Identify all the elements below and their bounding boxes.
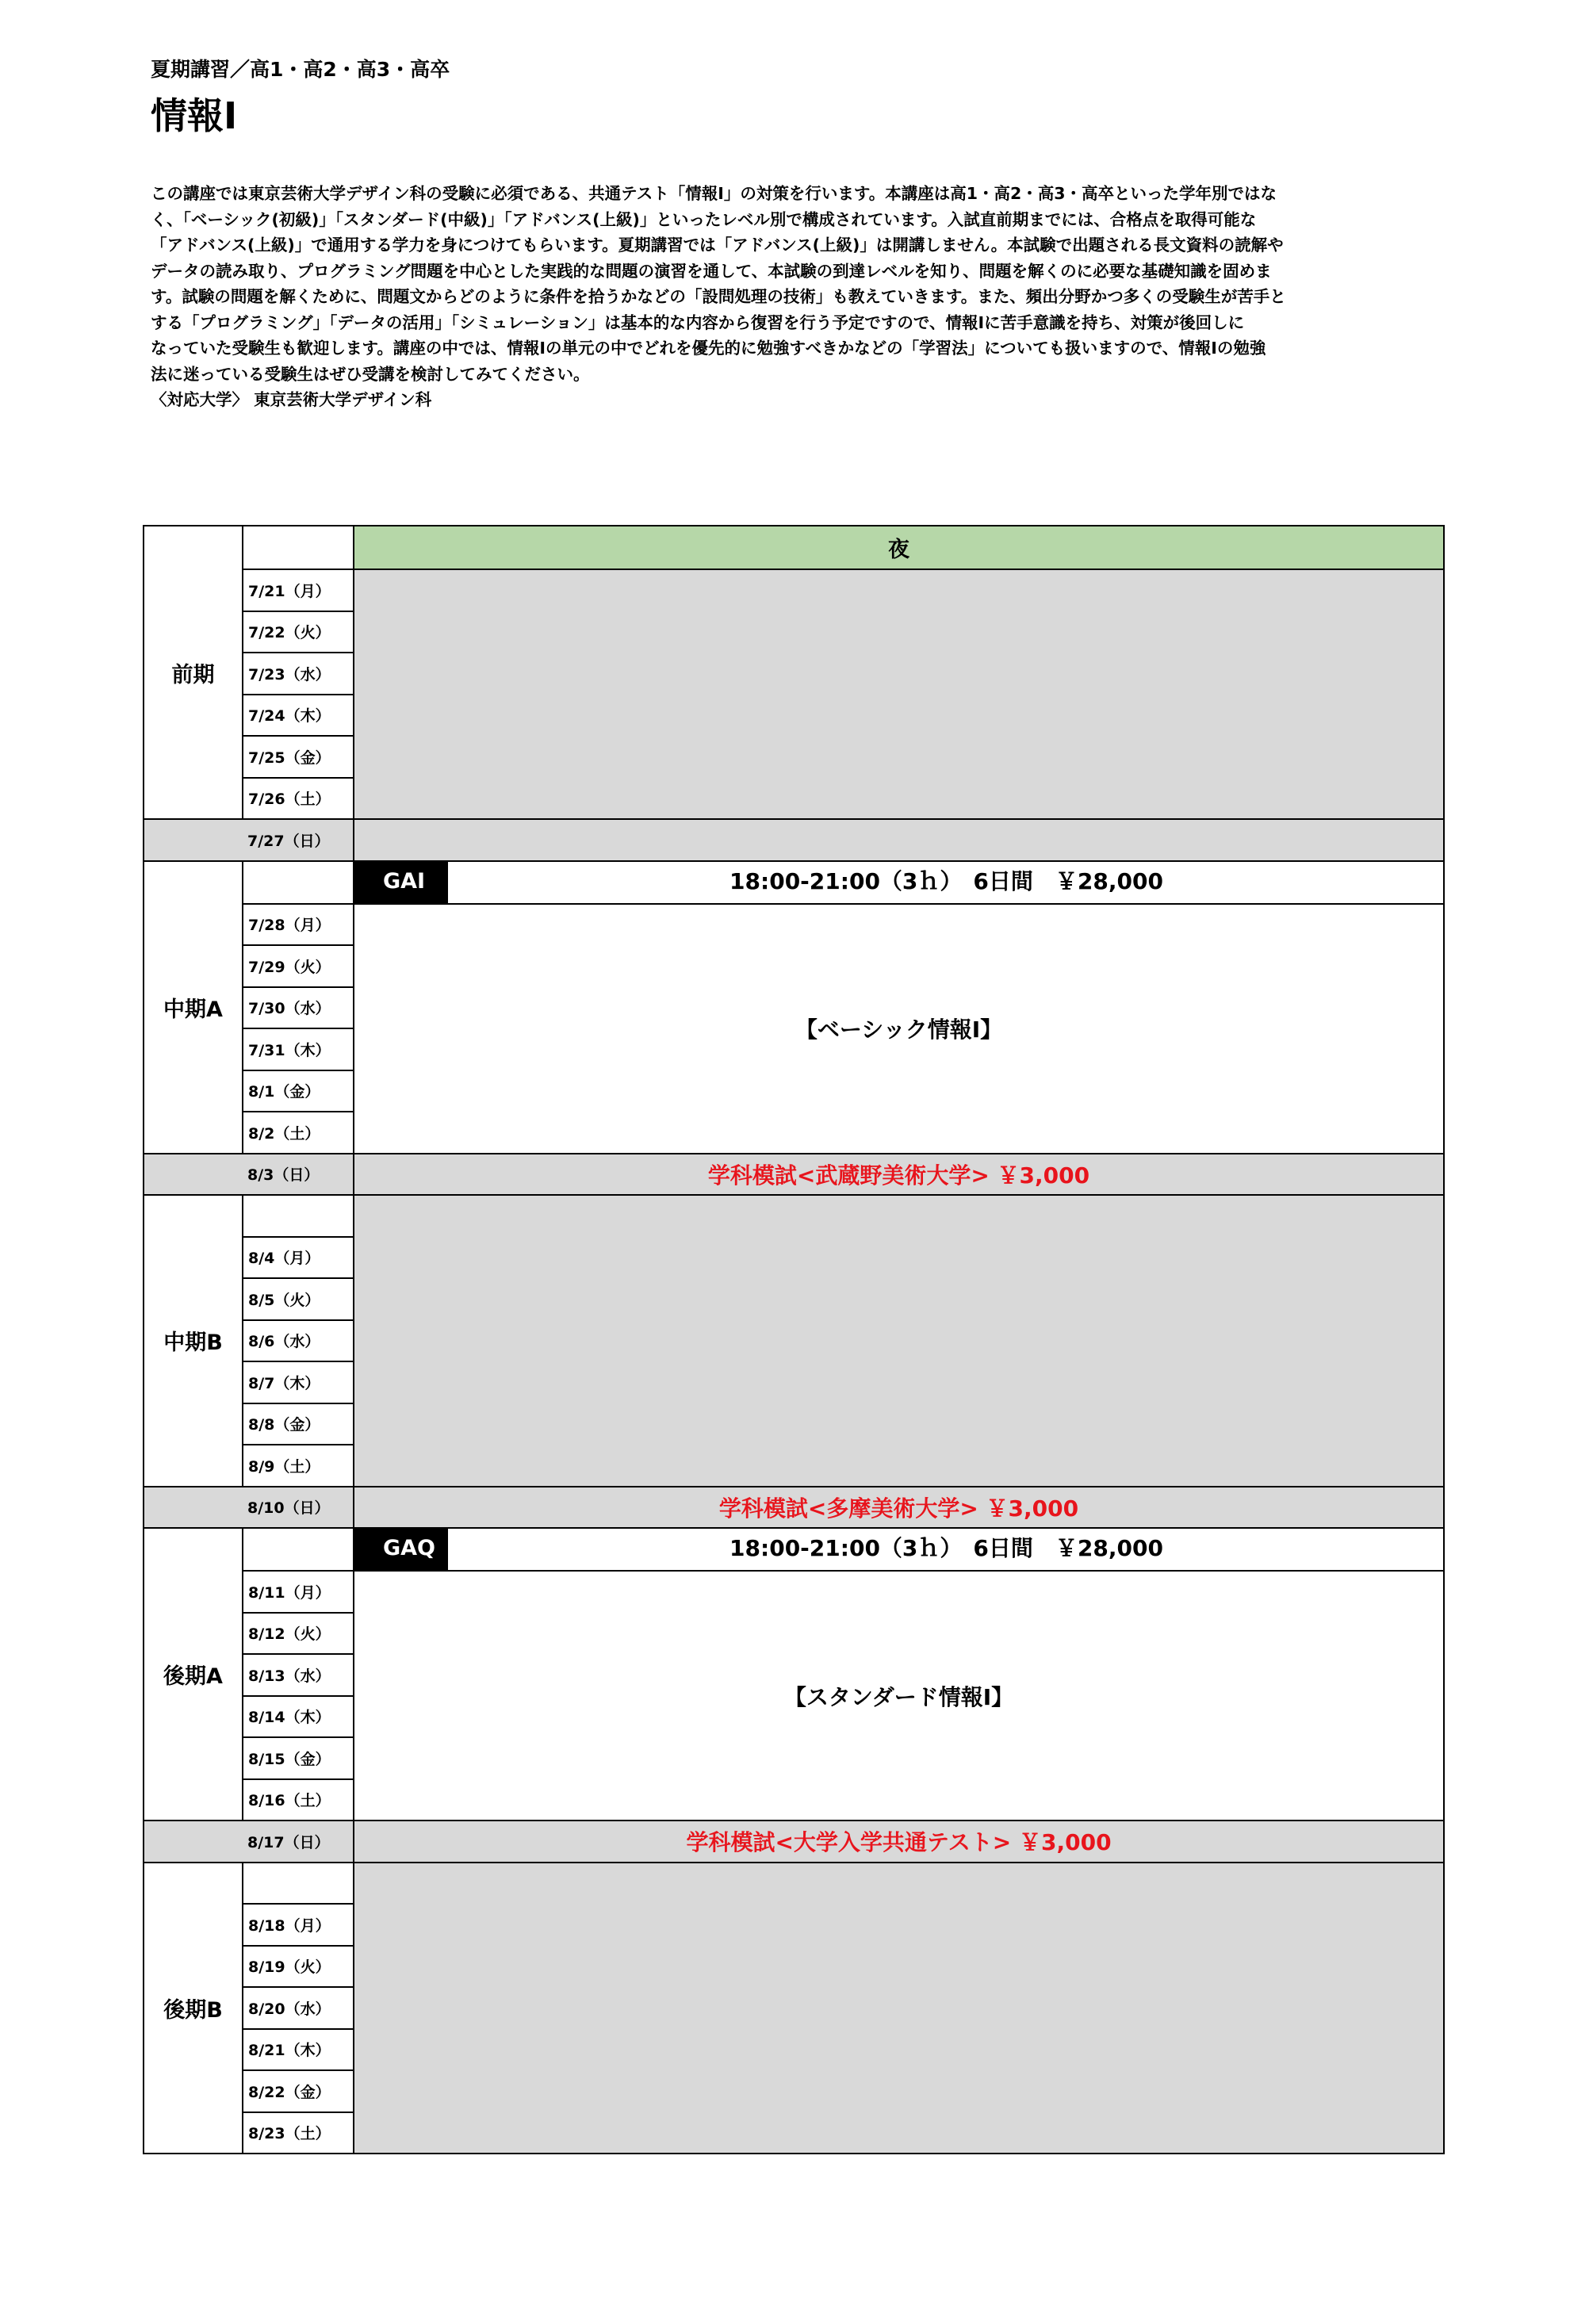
date-cell: 7/22（火） [243, 611, 354, 653]
course-name: 【ベーシック情報Ⅰ】 [354, 904, 1444, 1154]
date-cell: 7/26（土） [243, 778, 354, 820]
description-line: 「アドバンス(上級)」で通用する学力を身につけてもらいます。夏期講習では「アドバンス(上級)」は開講しません。本試験で出題される長文資料の読解や [151, 235, 1284, 255]
date-cell: 7/30（水） [243, 987, 354, 1029]
period-label: 後期A [144, 1528, 243, 1821]
date-cell: 8/16（土） [243, 1779, 354, 1821]
date-cell: 8/18（月） [243, 1904, 354, 1946]
course-code: GAI [354, 862, 448, 903]
description-line: この講座では東京芸術大学デザイン科の受験に必須である、共通テスト「情報Ⅰ」の対策を行います。本講座は高1・高2・高3・高卒といった学年別ではな [151, 184, 1277, 203]
date-cell: 8/19（火） [243, 1946, 354, 1988]
sunday-date: 7/27（日） [144, 819, 354, 861]
target-university: 〈対応大学〉 東京芸術大学デザイン科 [151, 390, 432, 409]
course-time-price: 18:00-21:00（3ｈ） 6日間 ￥28,000 [729, 867, 1163, 894]
description-line: す。試験の問題を解くために、問題文からどのように条件を拾うかなどの「設問処理の技術」も教えていきます。また、頻出分野かつ多くの受験生が苦手と [151, 287, 1286, 306]
description-line: 法に迷っている受験生はぜひ受講を検討してみてください。 [151, 364, 590, 384]
date-cell: 8/14（木） [243, 1696, 354, 1738]
date-cell: 8/22（金） [243, 2070, 354, 2112]
date-cell: 7/23（水） [243, 653, 354, 695]
course-code: GAQ [354, 1529, 448, 1570]
description-line: する「プログラミング」「データの活用」「シミュレーション」は基本的な内容から復習を行う予定ですので、情報Ⅰに苦手意識を持ち、対策が後回しに [151, 312, 1245, 332]
date-cell: 8/7（木） [243, 1361, 354, 1403]
course-time-price: 18:00-21:00（3ｈ） 6日間 ￥28,000 [729, 1535, 1163, 1561]
description-line: データの読み取り、プログラミング問題を中心とした実践的な問題の演習を通して、本試験の到達レベルを知り、問題を解くのに必要な基礎知識を固めま [151, 261, 1272, 281]
date-cell: 7/29（火） [243, 945, 354, 987]
date-cell: 8/6（水） [243, 1320, 354, 1362]
date-cell: 7/28（月） [243, 904, 354, 946]
schedule-table [143, 525, 1445, 2154]
sunday-event [354, 819, 1444, 861]
date-cell: 8/12（火） [243, 1613, 354, 1655]
date-cell: 8/20（水） [243, 1987, 354, 2029]
mock-exam: 学科模試<大学入学共通テスト> ￥3,000 [354, 1821, 1444, 1863]
sunday-date: 8/17（日） [144, 1821, 354, 1863]
course-description [151, 181, 1435, 413]
period-label: 前期 [144, 526, 243, 819]
date-cell: 7/31（木） [243, 1028, 354, 1070]
date-cell: 8/21（木） [243, 2029, 354, 2071]
course-info-row [354, 1528, 1444, 1571]
date-cell: 8/4（月） [243, 1237, 354, 1279]
date-cell: 7/21（月） [243, 569, 354, 611]
date-cell: 8/5（火） [243, 1278, 354, 1320]
page-title: 情報Ⅰ [151, 94, 238, 137]
date-cell-blank [243, 861, 354, 904]
date-cell: 8/2（土） [243, 1112, 354, 1154]
no-class-cell [354, 1863, 1444, 2154]
date-cell: 8/11（月） [243, 1571, 354, 1613]
header-subtitle: 夏期講習／高1・高2・高3・高卒 [151, 58, 450, 81]
date-cell: 8/15（金） [243, 1737, 354, 1779]
course-info-row [354, 861, 1444, 904]
period-label: 中期A [144, 861, 243, 1154]
date-cell-blank [243, 1195, 354, 1237]
course-name: 【スタンダード情報Ⅰ】 [354, 1571, 1444, 1821]
date-cell: 8/8（金） [243, 1403, 354, 1445]
no-class-cell [354, 1195, 1444, 1487]
description-line: く、「ベーシック(初級)」「スタンダード(中級)」「アドバンス(上級)」といったレベル別で構成されています。入試直前期までには、合格点を取得可能な [151, 209, 1257, 229]
date-cell-blank [243, 1863, 354, 1905]
date-cell: 8/23（土） [243, 2112, 354, 2154]
sunday-date: 8/10（日） [144, 1487, 354, 1529]
mock-exam: 学科模試<武蔵野美術大学> ￥3,000 [354, 1154, 1444, 1196]
period-label: 後期B [144, 1863, 243, 2154]
mock-exam: 学科模試<多摩美術大学> ￥3,000 [354, 1487, 1444, 1529]
night-header: 夜 [354, 526, 1444, 569]
date-cell: 7/25（金） [243, 736, 354, 778]
period-label: 中期B [144, 1195, 243, 1487]
date-cell-blank [243, 526, 354, 569]
date-cell: 8/1（金） [243, 1070, 354, 1112]
date-cell-blank [243, 1528, 354, 1571]
no-class-cell [354, 569, 1444, 819]
sunday-date: 8/3（日） [144, 1154, 354, 1196]
date-cell: 7/24（木） [243, 695, 354, 737]
date-cell: 8/13（水） [243, 1654, 354, 1696]
description-line: なっていた受験生も歓迎します。講座の中では、情報Ⅰの単元の中でどれを優先的に勉強すべきかなどの「学習法」についても扱いますので、情報Ⅰの勉強 [151, 339, 1266, 358]
date-cell: 8/9（土） [243, 1445, 354, 1487]
